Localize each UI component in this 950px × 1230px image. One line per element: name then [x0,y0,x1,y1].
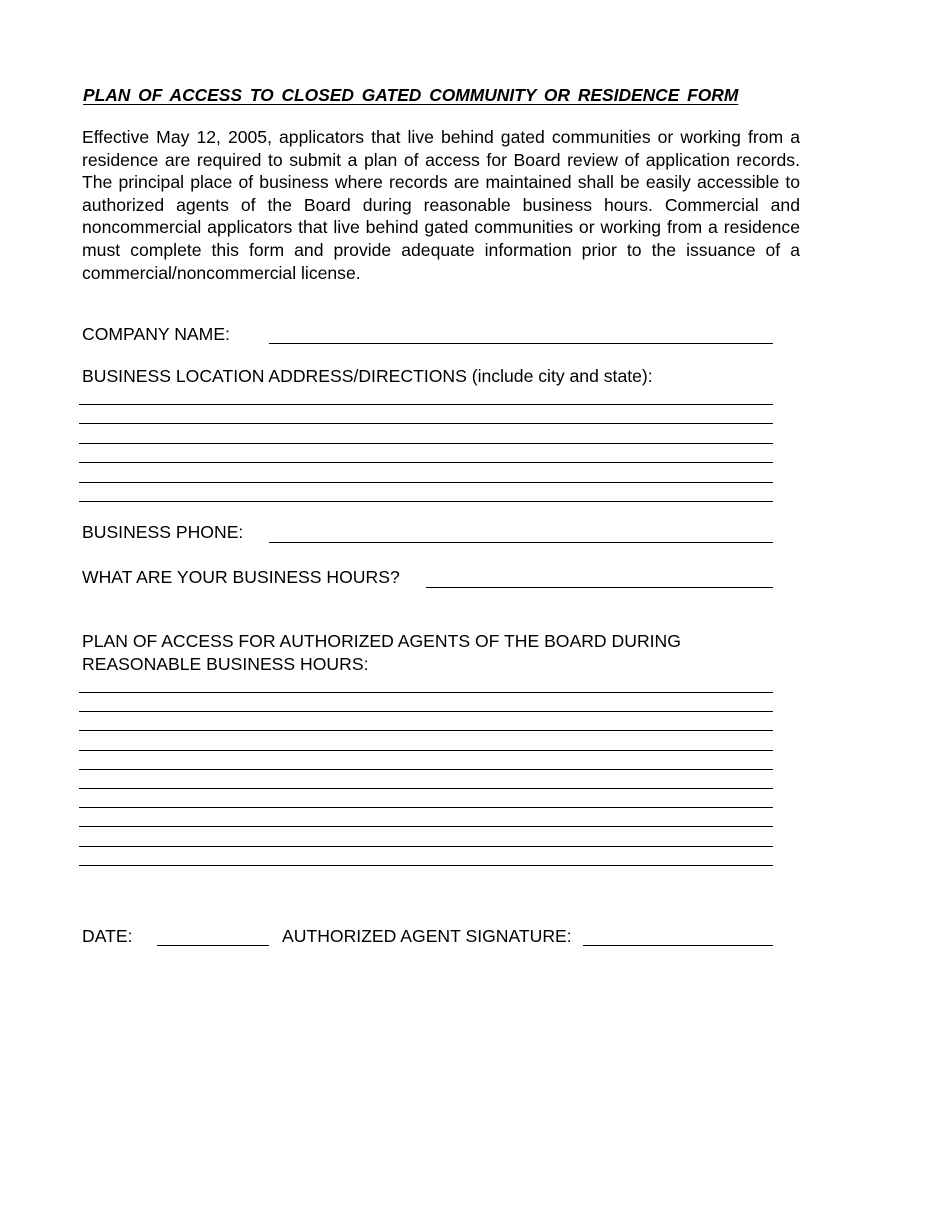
plan-of-access-field[interactable] [79,692,773,870]
writing-line [79,865,773,866]
date-field[interactable] [157,945,269,946]
writing-line [79,482,773,483]
plan-of-access-label-line1: PLAN OF ACCESS FOR AUTHORIZED AGENTS OF THE BOARD DURING [82,631,681,651]
writing-line [79,462,773,463]
writing-line [79,826,773,827]
writing-line [79,443,773,444]
signature-field[interactable] [583,945,773,946]
business-phone-label: BUSINESS PHONE: [82,522,244,542]
signature-label: AUTHORIZED AGENT SIGNATURE: [282,926,572,946]
form-title: PLAN OF ACCESS TO CLOSED GATED COMMUNITY OR RESIDENCE FORM [83,85,739,105]
business-location-label: BUSINESS LOCATION ADDRESS/DIRECTIONS (include city and state): [82,366,653,386]
company-name-field[interactable] [269,343,773,344]
writing-line [79,846,773,847]
date-label: DATE: [82,926,133,946]
writing-line [79,404,773,405]
business-hours-field[interactable] [426,587,773,588]
business-hours-label: WHAT ARE YOUR BUSINESS HOURS? [82,567,400,587]
company-name-label: COMPANY NAME: [82,324,230,344]
writing-line [79,750,773,751]
writing-line [79,692,773,693]
plan-of-access-label-line2: REASONABLE BUSINESS HOURS: [82,654,369,674]
writing-line [79,711,773,712]
writing-line [79,788,773,789]
business-location-field[interactable] [79,404,773,504]
writing-line [79,769,773,770]
intro-paragraph: Effective May 12, 2005, applicators that live behind gated communities or working from a residence are required to submit a plan of access for Board review of application records. The principal place of business where records are maintained shall be easily accessible to authorized agents of the Board during reasonable business hours. Commercial and noncommercial applicators that live behind gated communities or working from a residence must complete this form and provide adequate information prior to the issuance of a commercial/noncommercial license. [82,127,800,283]
business-phone-field[interactable] [269,542,773,543]
writing-line [79,730,773,731]
writing-line [79,501,773,502]
writing-line [79,423,773,424]
writing-line [79,807,773,808]
